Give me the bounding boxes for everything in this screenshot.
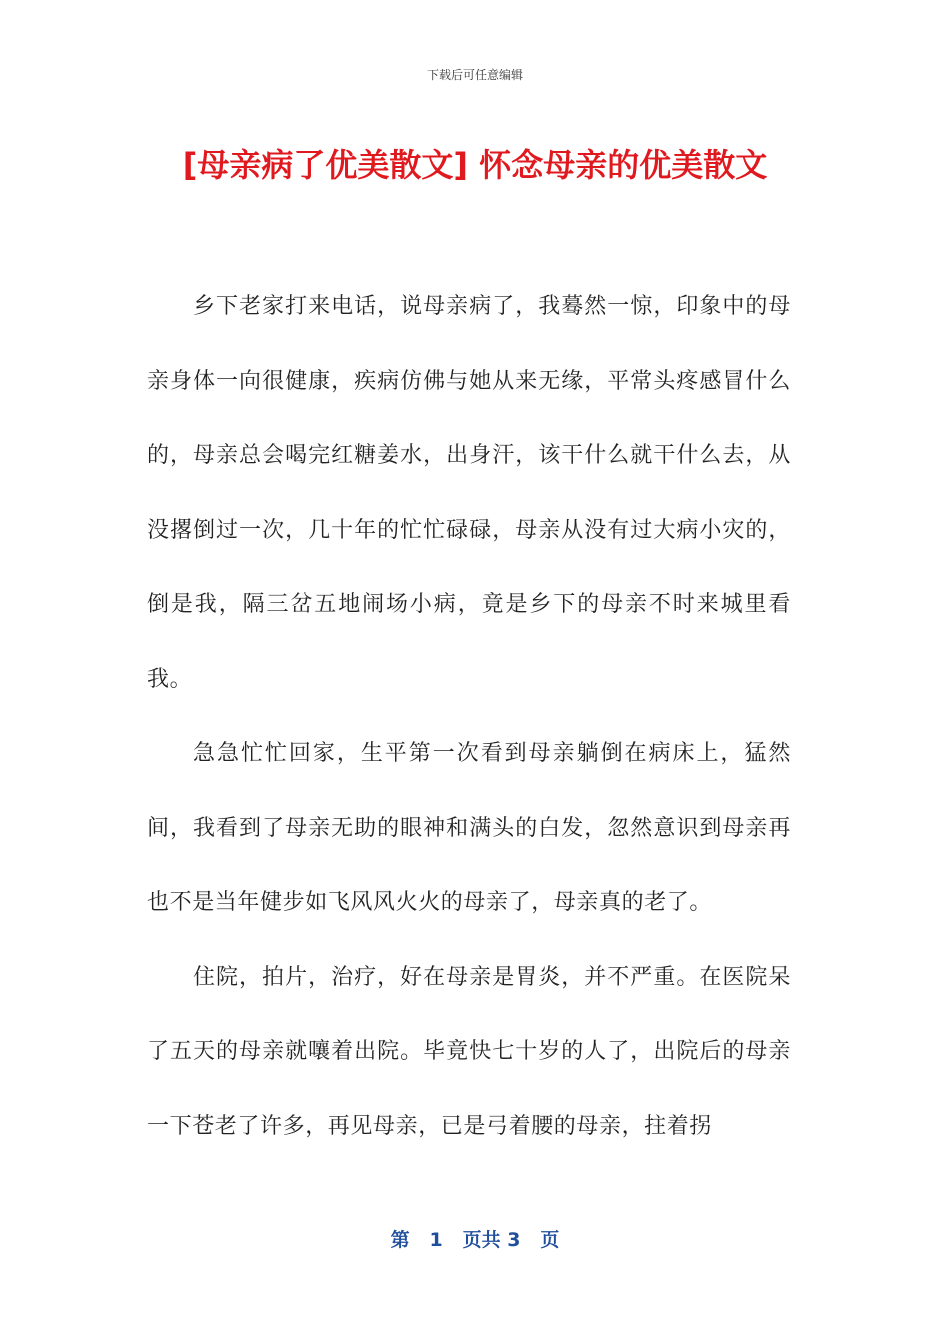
footer-page-total: 3	[507, 1229, 521, 1251]
footer-page-prefix: 第	[390, 1229, 410, 1251]
paragraph-2: 急急忙忙回家，生平第一次看到母亲躺倒在病床上，猛然间，我看到了母亲无助的眼神和满头的白发，忽然意识到母亲再也不是当年健步如飞风风火火的母亲了，母亲真的老了。	[147, 741, 791, 915]
footer-page-middle: 页共	[462, 1229, 501, 1251]
footer-page-number: 1	[429, 1229, 443, 1251]
paragraph-1: 乡下老家打来电话，说母亲病了，我蓦然一惊，印象中的母亲身体一向很健康，疾病仿佛与她从来无缘，平常头疼感冒什么的，母亲总会喝完红糖姜水，出身汗，该干什么就干什么去，从没撂倒过一次，几十年的忙忙碌碌，母亲从没有过大病小灾的，倒是我，隔三岔五地闹场小病，竟是乡下的母亲不时来城里看我。	[147, 294, 791, 692]
footer-page-suffix: 页	[540, 1229, 560, 1251]
document-body	[147, 270, 791, 1164]
header-note: 下载后可任意编辑	[426, 68, 523, 82]
document-title: [母亲病了优美散文] 怀念母亲的优美散文	[182, 146, 768, 184]
page-footer	[0, 1225, 950, 1252]
paragraph-3: 住院，拍片，治疗，好在母亲是胃炎，并不严重。在医院呆了五天的母亲就嚷着出院。毕竟快七十岁的人了，出院后的母亲一下苍老了许多，再见母亲，已是弓着腰的母亲，拄着拐	[147, 964, 791, 1139]
